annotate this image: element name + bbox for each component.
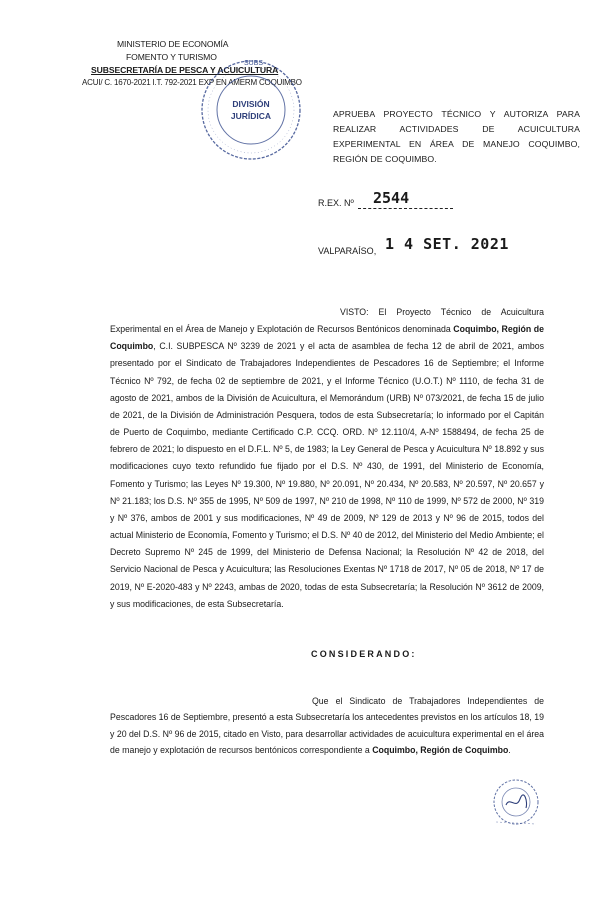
place: VALPARAÍSO, [318, 246, 377, 256]
date-stamp: 1 4 SET. 2021 [385, 235, 509, 253]
visto-text-2: , C.I. SUBPESCA Nº 3239 de 2021 y el acta de asamblea de fecha 12 de abril de 2021, ambos presentado por el Sindicato de Trabajadores Independientes de Pescadores 16 de Septiembre; el Informe Técnico Nº 792, de fecha 02 de septiembre de 2021, y el Informe Técnico (U.O.T.) Nº 1110, de fecha 31 de agosto de 2021, ambos de la División de Acuicultura, el Memorándum (URB) Nº 073/2021, de fecha 15 de julio de 2021, de la División de Administración Pesquera, todos de esta Subsecretaría; lo informado por el Capitán de Puerto de Coquimbo, mediante Certificado C.P. CCQ. ORD. Nº 12.110/4, A-Nº 1588494, de fecha 25 de febrero de 2021; lo dispuesto en el D.F.L. Nº 5, de 1983; la Ley General de Pesca y Acuicultura Nº 18.892 y sus modificaciones cuyo texto refundido fue fijado por el D.S. Nº 430, de 1991, del Ministerio de Economía, Fomento y Turismo; las Leyes Nº 19.300, Nº 19.880, Nº 20.091, Nº 20.434, Nº 20.583, Nº 20.597, Nº 20.657 y Nº 21.183; los D.S. Nº 355 de 1995, Nº 509 de 1997, Nº 210 de 1998, Nº 110 de 1999, Nº 572 de 2000, Nº 319 y Nº 376, ambos de 2001 y sus modificaciones, Nº 49 de 2009, Nº 129 de 2013 y Nº 96 de 2015, todos del actual Ministerio de Economía, Fomento y Turismo; el D.S. Nº 40 de 2012, del Ministerio del Medio Ambiente; el Decreto Supremo Nº 245 de 1999, del Ministerio de Defensa Nacional; la Resolución Nº 42 de 2018, del Servicio Nacional de Pesca y Acuicultura; las Resoluciones Exentas Nº 1718 de 2017, Nº 05 de 2018, Nº 17 de 2019, Nº E-2020-483 y Nº 2243, ambas de 2020, todas de esta Subsecretaría; la Resolución Nº 3612 de 2009, y sus modificaciones, de esta Subsecretaría. [110, 341, 544, 609]
stamp-inner-line-2: JURÍDICA [230, 111, 272, 121]
considerando-text-end: . [508, 745, 511, 756]
initials-stamp [486, 772, 546, 830]
ministry-line-1: MINISTERIO DE ECONOMÍA [117, 39, 229, 49]
visto-paragraph [110, 304, 544, 613]
reference-code: ACUI/ C. 1670-2021 I.T. 792-2021 EXP EN AMERM COQUIMBO [82, 78, 302, 87]
subsecretaria-name: SUBSECRETARÍA DE PESCA Y ACUICULTURA [91, 65, 279, 75]
resolution-label: R.EX. Nº [318, 198, 354, 208]
resolution-title: APRUEBA PROYECTO TÉCNICO Y AUTORIZA PARA REALIZAR ACTIVIDADES DE ACUICULTURA EXPERIMENTAL EN ÁREA DE MANEJO COQUIMBO, REGIÓN DE COQUIMBO. [333, 109, 580, 164]
stamp-ring-text: SUBS [244, 60, 264, 67]
resolution-number-line [358, 208, 453, 209]
stamp-inner-line-1: DIVISIÓN [232, 99, 270, 109]
considerando-paragraph-1 [110, 693, 544, 759]
stamp-seal-icon [196, 55, 306, 165]
considerando-bold-1: Coquimbo, Región de Coquimbo [372, 745, 509, 756]
visto-bold-1: Coquimbo, Región de Coquimbo [110, 324, 544, 352]
resolution-number: 2544 [373, 189, 410, 207]
ministry-line-2: FOMENTO Y TURISMO [126, 52, 217, 62]
considerando-heading: CONSIDERANDO: [311, 649, 417, 659]
small-seal-icon [486, 772, 546, 830]
visto-text-1: VISTO: El Proyecto Técnico de Acuicultura Experimental en el Área de Manejo y Explotación de Recursos Bentónicos denominada [110, 307, 544, 335]
considerando-text-1: Que el Sindicato de Trabajadores Independientes de Pescadores 16 de Septiembre, presentó a esta Subsecretaría los antecedentes previstos en los artículos 18, 19 y 20 del D.S. Nº 96 de 2015, citado en Visto, para desarrollar actividades de acuicultura experimental en el área de manejo y explotación de recursos bentónicos correspondiente a [110, 696, 544, 756]
division-juridica-stamp [196, 55, 306, 165]
